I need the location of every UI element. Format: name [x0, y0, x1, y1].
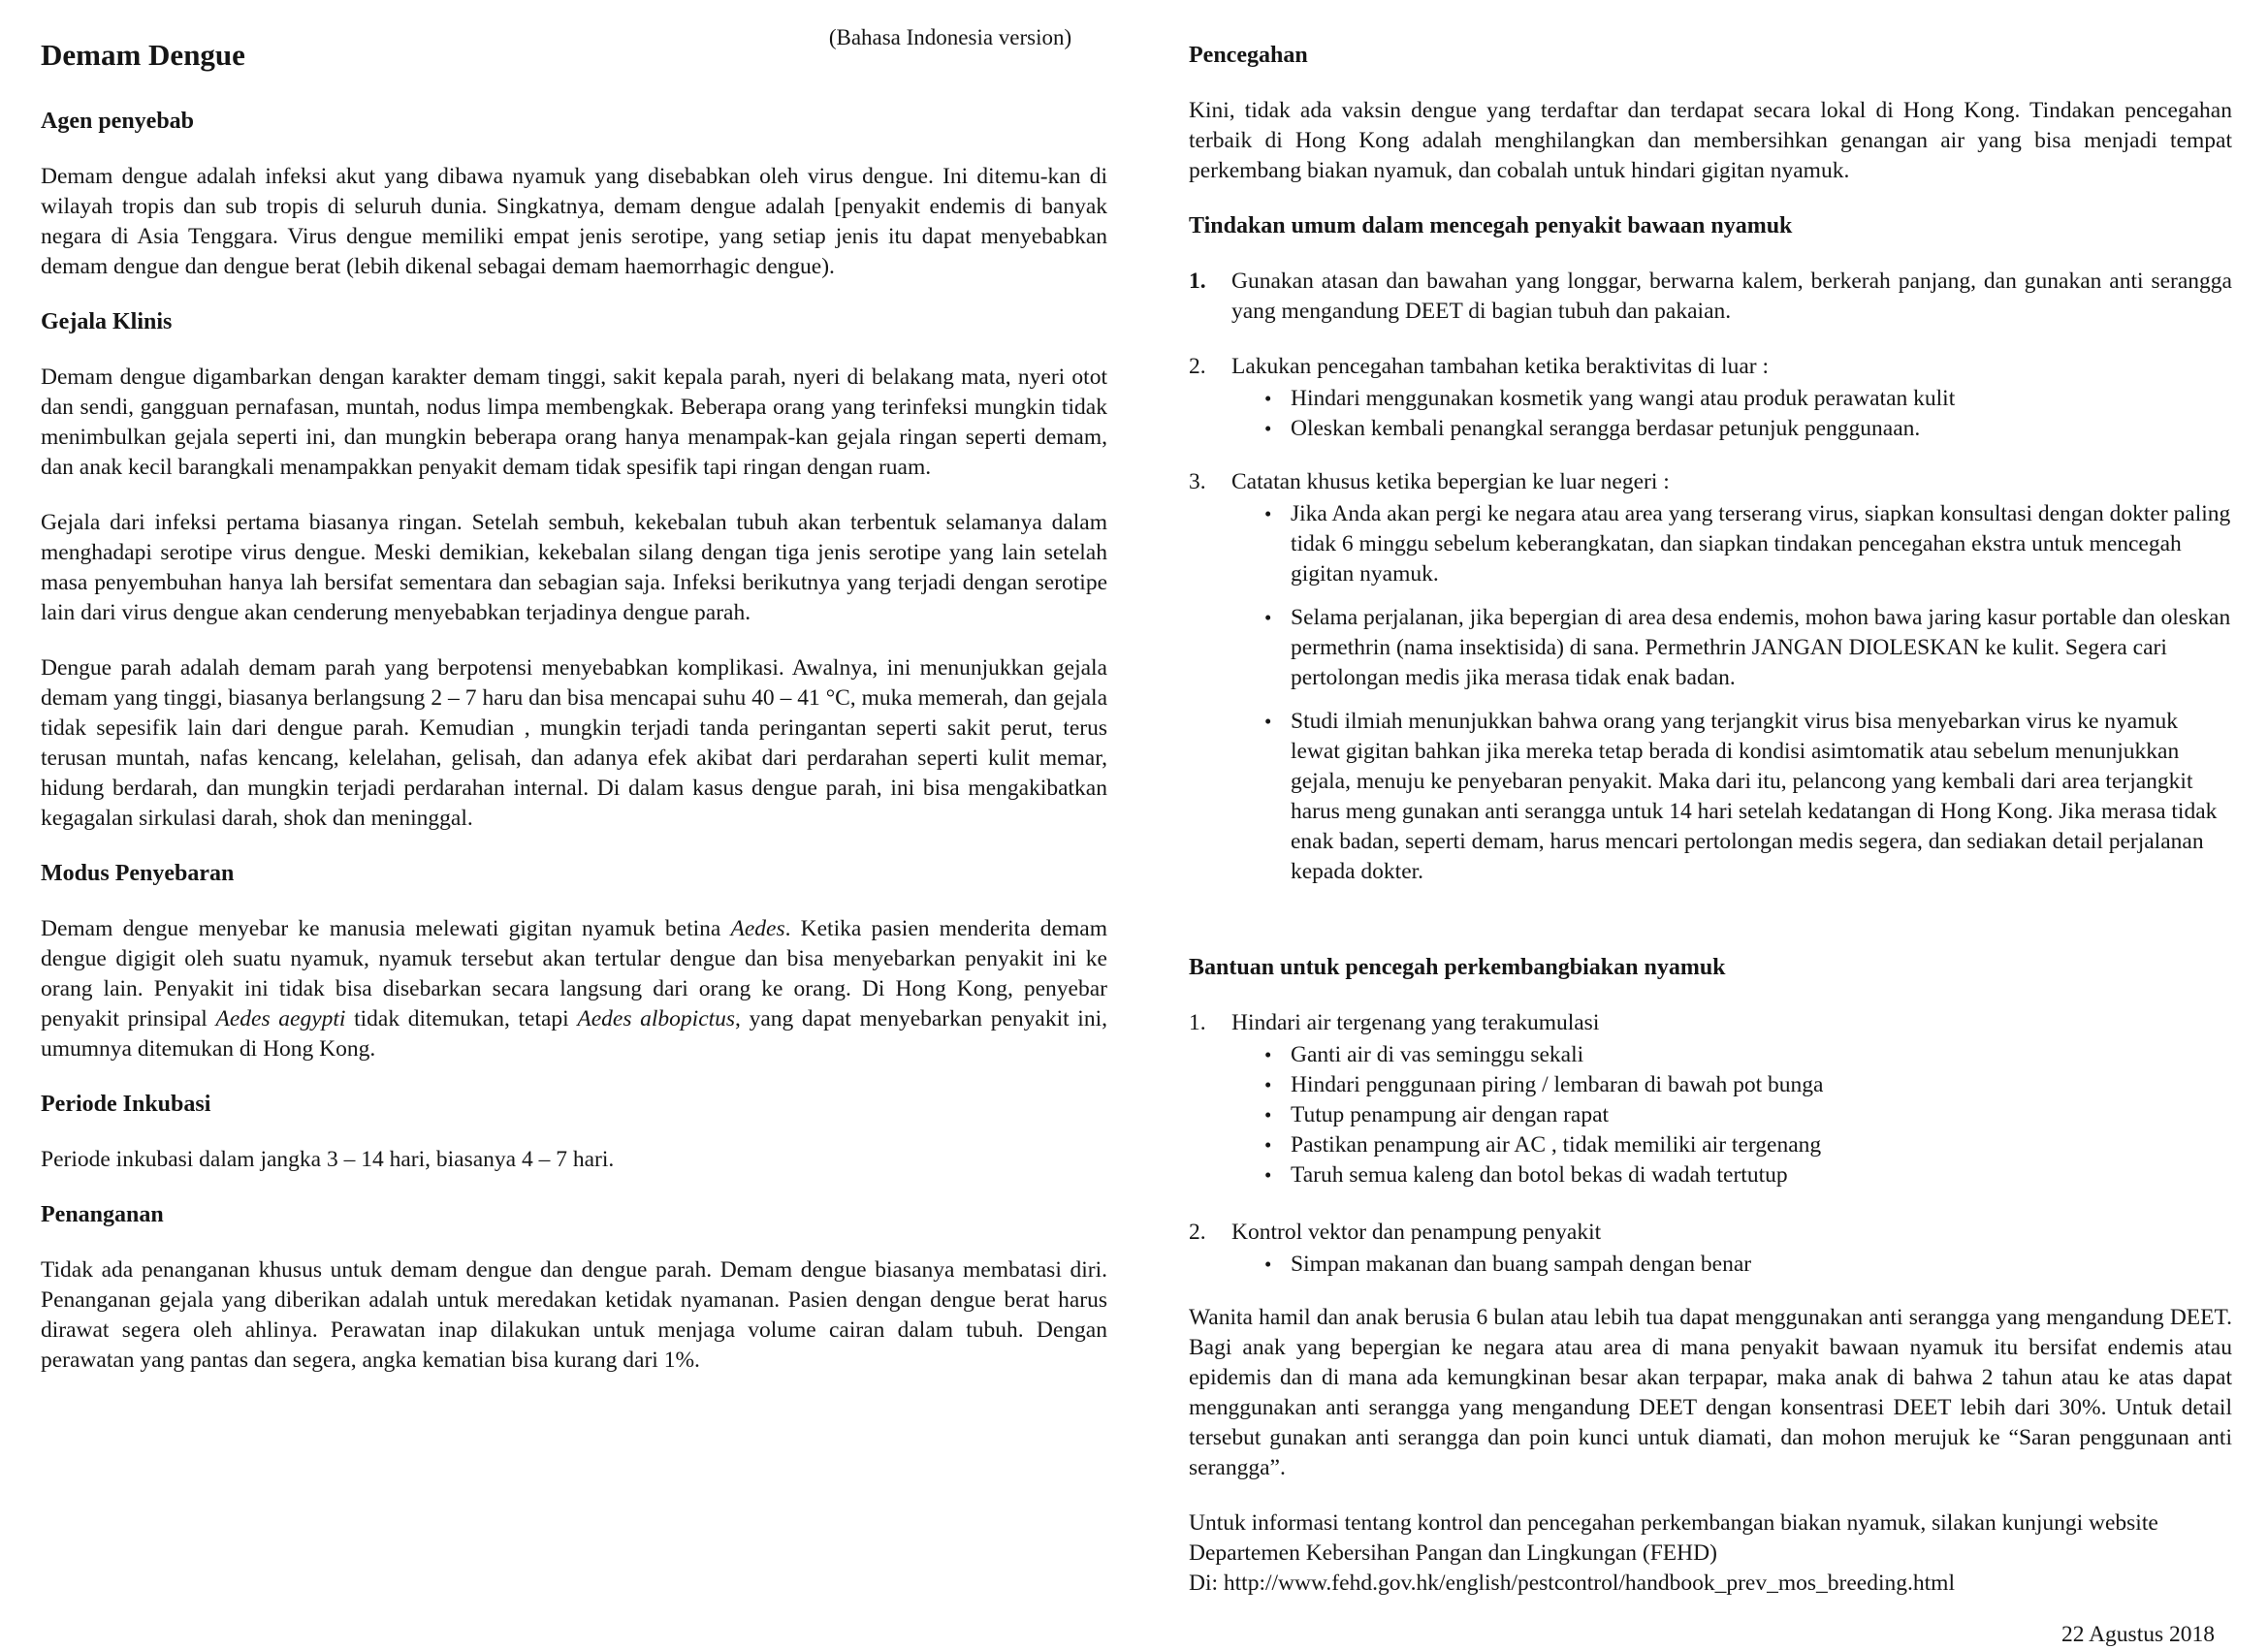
item-number: 2.	[1189, 354, 1206, 379]
bullet-item	[1264, 1040, 2232, 1070]
item-text: Catatan khusus ketika bepergian ke luar negeri :	[1231, 469, 1670, 494]
info-block	[1189, 1508, 2232, 1599]
item-text: Hindari air tergenang yang terakumulasi	[1231, 1010, 1600, 1035]
paragraph-agen: Demam dengue adalah infeksi akut yang dibawa nyamuk yang disebabkan oleh virus dengue. Ini ditemu-kan di wilayah tropis dan sub tropis di seluruh dunia. Singkatnya, demam dengue adalah [penyakit endemis di banyak negara di Asia Tenggara. Virus dengue memiliki empat jenis serotipe, yang setiap jenis itu dapat menyebabkan demam dengue dan dengue berat (lebih dikenal sebagai demam haemorrhagic dengue).	[41, 164, 1107, 279]
info-line-2: Departemen Kebersihan Pangan dan Lingkungan (FEHD)	[1189, 1540, 1717, 1566]
right-column	[1189, 41, 2232, 1650]
paragraph-pencegahan: Kini, tidak ada vaksin dengue yang terdaftar dan terdapat secara lokal di Hong Kong. Tindakan pencegahan terbaik di Hong Kong adalah menghilangkan dan membersihkan genangan air yang bisa menjadi tempat perkembang biakan nyamuk, dan cobalah untuk hindari gigitan nyamuk.	[1189, 98, 2232, 183]
bullet-item	[1264, 1070, 2232, 1100]
document-date: 22 Agustus 2018	[2061, 1622, 2215, 1647]
tindakan-item-2	[1189, 352, 2232, 444]
heading-gejala-klinis: Gejala Klinis	[41, 309, 173, 334]
bullet-marker	[1264, 1070, 1291, 1100]
bullet-text: Oleskan kembali penangkal serangga berdasar petunjuk penggunaan.	[1291, 416, 1921, 441]
bullet-marker	[1264, 499, 1291, 589]
paragraph-modus	[41, 914, 1107, 1064]
item-number: 2.	[1189, 1220, 1206, 1245]
bullet-item	[1264, 1130, 2232, 1160]
bullet-marker	[1264, 707, 1291, 887]
bullet-item	[1264, 1100, 2232, 1130]
modus-text: tidak ditemukan, tetapi	[345, 1006, 578, 1031]
bullet-text: Jika Anda akan pergi ke negara atau area yang terserang virus, siapkan konsultasi dengan dokter paling tidak 6 minggu sebelum keberangkatan, dan siapkan tindakan pencegahan ekstra untuk mencegah gigitan nyamuk.	[1291, 501, 2231, 587]
heading-tindakan-umum: Tindakan umum dalam mencegah penyakit bawaan nyamuk	[1189, 213, 1793, 238]
left-column	[41, 39, 1107, 1376]
paragraph-gejala-3: Dengue parah adalah demam parah yang berpotensi menyebabkan komplikasi. Awalnya, ini menunjukkan gejala demam yang tinggi, biasanya berlangsung 2 – 7 haru dan bisa mencapai suhu 40 – 41 °C, muka memerah, dan gejala tidak sepesifik lain dari dengue parah. Kemudian , mungkin terjadi tanda peringantan seperti sakit perut, terus terusan muntah, nafas kencang, kelelahan, gelisah, dan adanya efek akibat dari perdarahan seperti kulit memar, hidung berdarah, dan mungkin terjadi perdarahan internal. Di dalam kasus dengue parah, ini bisa mengakibatkan kegagalan sirkulasi darah, shok dan meninggal.	[41, 655, 1107, 831]
bullet-marker	[1264, 1160, 1291, 1190]
info-line-1: Untuk informasi tentang kontrol dan pencegahan perkembangan biakan nyamuk, silakan kunjungi website	[1189, 1510, 2158, 1536]
bullet-marker	[1264, 414, 1291, 444]
document-title: Demam Dengue	[41, 38, 245, 72]
item-text: Lakukan pencegahan tambahan ketika beraktivitas di luar :	[1231, 354, 1769, 379]
bullet-marker	[1264, 384, 1291, 414]
modus-text: . Ketika pasien menderita demam dengue digigit oleh suatu nyamuk, nyamuk tersebut akan tertular dengue dan bisa menyebarkan penyakit ini ke orang lain. Penyakit ini tidak bisa disebarkan secara langsung dari orang ke orang. Di Hong Kong, penyebar penyakit prinsipal	[41, 916, 1107, 1031]
bullet-marker	[1264, 603, 1291, 693]
bullet-text: Hindari menggunakan kosmetik yang wangi atau produk perawatan kulit	[1291, 386, 1956, 411]
bullet-text: Taruh semua kaleng dan botol bekas di wadah tertutup	[1291, 1162, 1788, 1188]
version-note: (Bahasa Indonesia version)	[828, 25, 1072, 49]
item-number: 1.	[1189, 269, 1206, 294]
bantuan-item-1	[1189, 1008, 2232, 1190]
bullet-item	[1264, 707, 2232, 887]
bullet-text: Simpan makanan dan buang sampah dengan benar	[1291, 1252, 1752, 1277]
bullet-text: Hindari penggunaan piring / lembaran di bawah pot bunga	[1291, 1072, 1824, 1097]
tindakan-item-3	[1189, 467, 2232, 887]
modus-text: , yang dapat menyebarkan penyakit ini, umumnya ditemukan di Hong Kong.	[41, 1006, 1107, 1062]
item-number: 1.	[1189, 1010, 1206, 1035]
bullet-item	[1264, 1250, 2232, 1280]
item-number: 3.	[1189, 469, 1206, 494]
bullet-item	[1264, 603, 2232, 693]
fehd-url: Di: http://www.fehd.gov.hk/english/pestcontrol/handbook_prev_mos_breeding.html	[1189, 1571, 1955, 1596]
paragraph-penanganan: Tidak ada penanganan khusus untuk demam dengue dan dengue parah. Demam dengue biasanya membatasi diri. Penanganan gejala yang diberikan adalah untuk meredakan ketidak nyamanan. Pasien dengan dengue berat harus dirawat segera oleh ahlinya. Perawatan inap dilakukan untuk menjaga volume cairan dalam tubuh. Dengan perawatan yang pantas dan segera, angka kematian bisa kurang dari 1%.	[41, 1257, 1107, 1373]
bullet-item	[1264, 499, 2232, 589]
bullet-text: Selama perjalanan, jika bepergian di area desa endemis, mohon bawa jaring kasur portable dan oleskan permethrin (nama insektisida) di sana. Permethrin JANGAN DIOLESKAN ke kulit. Segera cari pertolongan medis jika merasa tidak enak badan.	[1291, 605, 2231, 690]
bullet-marker	[1264, 1040, 1291, 1070]
bullet-item	[1264, 384, 2232, 414]
bullet-text: Tutup penampung air dengan rapat	[1291, 1102, 1610, 1127]
bullet-marker	[1264, 1100, 1291, 1130]
item-text: Kontrol vektor dan penampung penyakit	[1231, 1220, 1602, 1245]
tindakan-item-1	[1189, 267, 2232, 329]
heading-modus-penyebaran: Modus Penyebaran	[41, 861, 235, 886]
paragraph-periode: Periode inkubasi dalam jangka 3 – 14 hari, biasanya 4 – 7 hari.	[41, 1147, 615, 1172]
bullet-marker	[1264, 1130, 1291, 1160]
heading-agen-penyebab: Agen penyebab	[41, 109, 195, 134]
bullet-text: Studi ilmiah menunjukkan bahwa orang yang terjangkit virus bisa menyebarkan virus ke nyamuk lewat gigitan bahkan jika mereka tetap berada di kondisi asimtomatik atau sebelum menunjukkan gejala, menuju ke penyebaran penyakit. Maka dari itu, pelancong yang kembali dari area terjangkit harus meng gunakan anti serangga untuk 14 hari setelah kedatangan di Hong Kong. Jika merasa tidak enak badan, seperti demam, harus mencari pertolongan medis segera, dan sediakan detail perjalanan kepada dokter.	[1291, 709, 2218, 884]
item-text: Gunakan atasan dan bawahan yang longgar, berwarna kalem, berkerah panjang, dan gunakan anti serangga yang mengandung DEET di bagian tubuh dan pakaian.	[1231, 269, 2232, 324]
paragraph-gejala-2: Gejala dari infeksi pertama biasanya ringan. Setelah sembuh, kekebalan tubuh akan terbentuk selamanya dalam menghadapi serotipe virus dengue. Meski demikian, kekebalan silang dengan tiga jenis serotipe yang lain setelah masa penyembuhan hanya lah bersifat sementara dan sebagian saja. Infeksi berikutnya yang terjadi dengan serotipe lain dari virus dengue akan cenderung menyebabkan terjadinya dengue parah.	[41, 510, 1107, 625]
paragraph-gejala-1: Demam dengue digambarkan dengan karakter demam tinggi, sakit kepala parah, nyeri di belakang mata, nyeri otot dan sendi, gangguan pernafasan, muntah, nodus limpa membengkak. Beberapa orang yang terinfeksi mungkin tidak menimbulkan gejala seperti ini, dan mungkin beberapa orang hanya menampak-kan gejala ringan seperti demam, dan anak kecil barangkali menampakkan penyakit demam tidak spesifik tapi ringan dengan ruam.	[41, 365, 1107, 480]
heading-periode-inkubasi: Periode Inkubasi	[41, 1092, 211, 1117]
modus-text: Demam dengue menyebar ke manusia melewati gigitan nyamuk betina	[41, 916, 731, 941]
heading-pencegahan: Pencegahan	[1189, 43, 1308, 68]
bullet-marker	[1264, 1250, 1291, 1280]
heading-penanganan: Penanganan	[41, 1202, 164, 1227]
paragraph-deet: Wanita hamil dan anak berusia 6 bulan atau lebih tua dapat menggunakan anti serangga yang mengandung DEET. Bagi anak yang bepergian ke negara atau area di mana penyakit bawaan nyamuk itu bersifat endemis atau epidemis dan di mana ada kemungkinan besar akan terpapar, maka anak di bahwa 2 tahun atau ke atas dapat menggunakan anti serangga yang mengandung DEET dengan konsentrasi DEET lebih dari 30%. Untuk detail tersebut gunakan anti serangga dan poin kunci untuk diamati, dan mohon merujuk ke “Saran penggunaan anti serangga”.	[1189, 1305, 2232, 1480]
bantuan-item-2	[1189, 1218, 2232, 1280]
bullet-item	[1264, 414, 2232, 444]
aedes-albopictus-italic: Aedes albopictus	[577, 1006, 736, 1031]
bullet-item	[1264, 1160, 2232, 1190]
bullet-text: Pastikan penampung air AC , tidak memiliki air tergenang	[1291, 1132, 1822, 1158]
heading-bantuan: Bantuan untuk pencegah perkembangbiakan nyamuk	[1189, 955, 1726, 980]
bullet-text: Ganti air di vas seminggu sekali	[1291, 1042, 1584, 1067]
aedes-italic: Aedes	[730, 916, 785, 941]
aedes-aegypti-italic: Aedes aegypti	[215, 1006, 346, 1031]
